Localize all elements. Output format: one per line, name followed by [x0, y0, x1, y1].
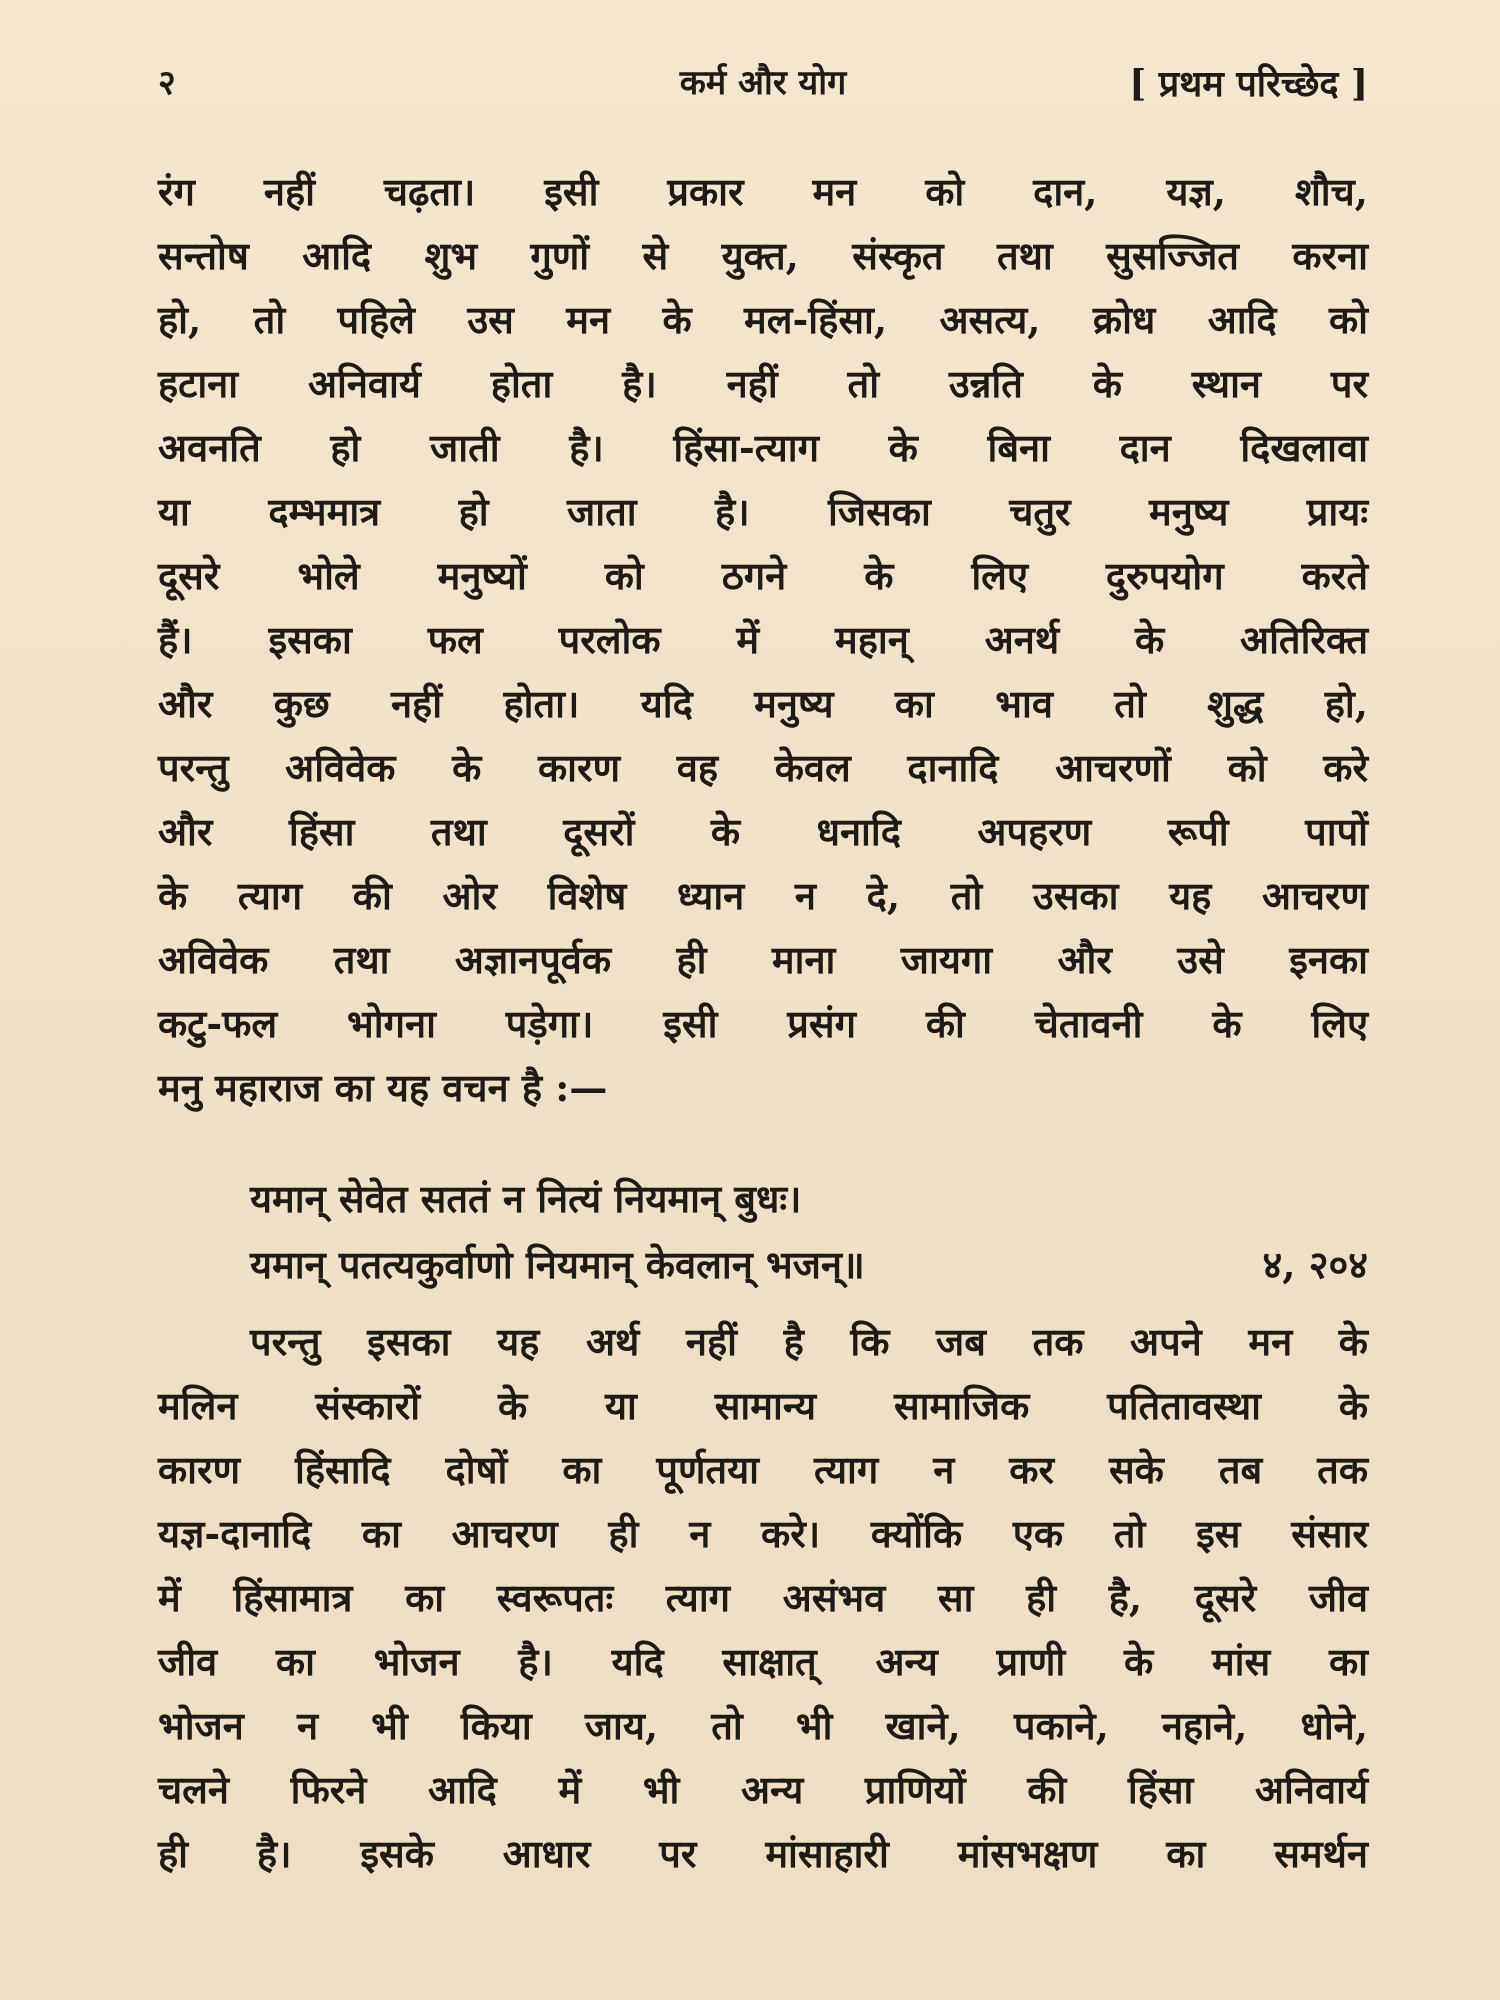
text-line: अवनति हो जाती है। हिंसा-त्याग के बिना दान दिखलावा — [158, 425, 1368, 470]
text-line: अविवेक तथा अज्ञानपूर्वक ही माना जायगा और उसे इनका — [158, 937, 1368, 982]
text-line: के त्याग की ओर विशेष ध्यान न दे, तो उसका यह आचरण — [158, 873, 1368, 918]
text-line: और हिंसा तथा दूसरों के धनादि अपहरण रूपी पापों — [158, 809, 1368, 854]
text-line: ही है। इसके आधार पर मांसाहारी मांसभक्षण का समर्थन — [158, 1831, 1368, 1876]
text-line: या दम्भमात्र हो जाता है। जिसका चतुर मनुष्य प्रायः — [158, 489, 1368, 534]
paragraph-2 — [158, 1310, 1368, 1886]
text-line: कारण हिंसादि दोषों का पूर्णतया त्याग न कर सके तब तक — [158, 1447, 1368, 1492]
text-line: हटाना अनिवार्य होता है। नहीं तो उन्नति के स्थान पर — [158, 361, 1368, 406]
verse-line-1: यमान् सेवेत सततं न नित्यं नियमान् बुधः। — [250, 1176, 802, 1221]
text-line: और कुछ नहीं होता। यदि मनुष्य का भाव तो शुद्ध हो, — [158, 681, 1368, 726]
text-line: दूसरे भोले मनुष्यों को ठगने के लिए दुरुपयोग करते — [158, 553, 1368, 598]
book-title: कर्म और योग — [679, 63, 847, 103]
text-line: मनु महाराज का यह वचन है :— — [158, 1065, 608, 1110]
verse-reference: ४, २०४ — [1262, 1242, 1368, 1287]
text-line: जीव का भोजन है। यदि साक्षात् अन्य प्राणी के मांस का — [158, 1639, 1368, 1684]
text-line: यज्ञ-दानादि का आचरण ही न करे। क्योंकि एक तो इस संसार — [158, 1511, 1368, 1556]
text-line: हो, तो पहिले उस मन के मल-हिंसा, असत्य, क्रोध आदि को — [158, 297, 1368, 342]
text-line: सन्तोष आदि शुभ गुणों से युक्त, संस्कृत तथा सुसज्जित करना — [158, 233, 1368, 278]
text-line: परन्तु इसका यह अर्थ नहीं है कि जब तक अपने मन के — [250, 1319, 1368, 1364]
running-header — [158, 58, 1368, 128]
paragraph-1 — [158, 160, 1368, 1120]
text-line: हैं। इसका फल परलोक में महान् अनर्थ के अतिरिक्त — [158, 617, 1368, 662]
text-line: भोजन न भी किया जाय, तो भी खाने, पकाने, नहाने, धोने, — [158, 1703, 1368, 1748]
text-line: में हिंसामात्र का स्वरूपतः त्याग असंभव सा ही है, दूसरे जीव — [158, 1575, 1368, 1620]
text-line: रंग नहीं चढ़ता। इसी प्रकार मन को दान, यज्ञ, शौच, — [158, 169, 1368, 214]
page-number: २ — [158, 63, 176, 103]
text-line: परन्तु अविवेक के कारण वह केवल दानादि आचरणों को करे — [158, 745, 1368, 790]
verse-line-2: यमान् पतत्यकुर्वाणो नियमान् केवलान् भजन्॥ — [250, 1242, 865, 1287]
text-line: कटु-फल भोगना पड़ेगा। इसी प्रसंग की चेतावनी के लिए — [158, 1001, 1368, 1046]
sanskrit-verse — [250, 1166, 1368, 1298]
text-line: चलने फिरने आदि में भी अन्य प्राणियों की हिंसा अनिवार्य — [158, 1767, 1368, 1812]
text-line: मलिन संस्कारों के या सामान्य सामाजिक पतितावस्था के — [158, 1383, 1368, 1428]
chapter-label: [ प्रथम परिच्छेद ] — [1129, 63, 1368, 105]
